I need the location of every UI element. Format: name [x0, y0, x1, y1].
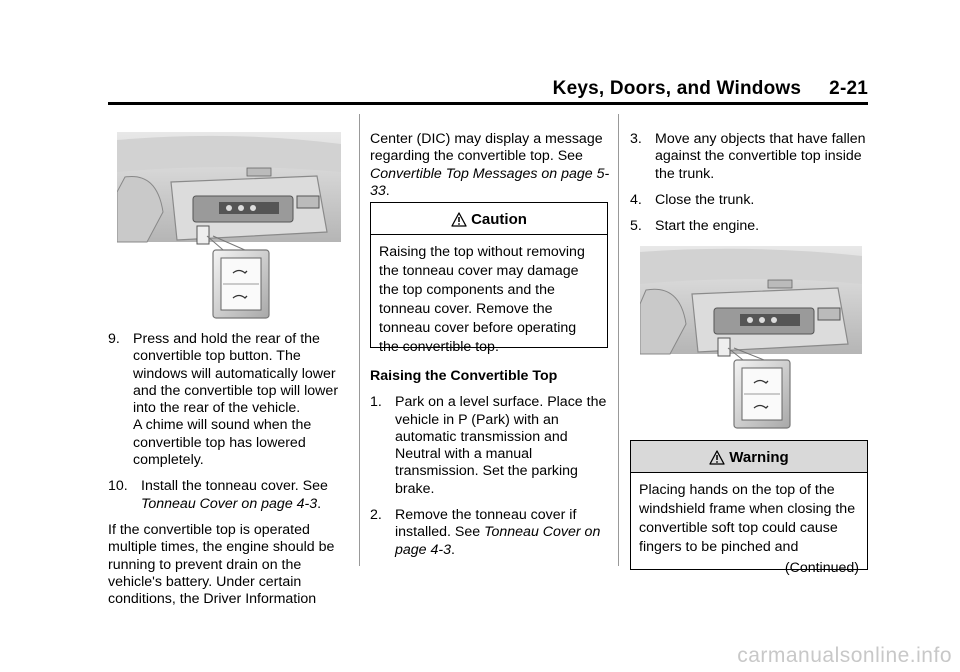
step-number: 2. — [370, 507, 382, 524]
warning-title — [631, 441, 867, 473]
column-1 — [108, 331, 354, 617]
page-header — [108, 78, 868, 104]
step-3-text: Move any objects that have fallen against the convertible top inside the trunk. — [655, 131, 866, 182]
tonneau-cover-link[interactable]: Tonneau Cover on page 4-3 — [395, 524, 601, 558]
watermark: carmanualsonline.info — [737, 644, 952, 667]
warning-label: Warning — [729, 449, 789, 466]
battery-paragraph: If the convertible top is operated multiple times, the engine should be running to prevent drain on the vehicle's battery. Under certain conditions, the Driver Information — [108, 521, 335, 608]
column-2 — [370, 131, 610, 200]
step-4-text: Close the trunk. — [655, 191, 755, 208]
column-2-lower — [370, 368, 610, 568]
step-9-text-2: A chime will sound when the convertible top has lowered completely. — [133, 417, 312, 469]
caution-label: Caution — [471, 211, 527, 228]
section-heading: Raising the Convertible Top — [370, 368, 558, 384]
step-5-text: Start the engine. — [655, 218, 760, 235]
step-number: 9. — [108, 331, 120, 347]
caution-box — [370, 202, 608, 355]
punctuation: . — [317, 495, 322, 512]
caution-title — [371, 203, 607, 235]
step-2-text: Remove the tonneau cover if installed. See — [395, 507, 577, 541]
column-3 — [630, 131, 868, 244]
tonneau-cover-link[interactable]: Tonneau Cover on page 4-3 — [141, 495, 318, 512]
section-title: Keys, Doors, and Windows — [552, 78, 802, 99]
punctuation: . — [451, 541, 455, 558]
continued-label: (Continued) — [784, 560, 859, 576]
step-9-text: Press and hold the rear of the convertible top button. The windows will automatically lower and the convertible top will lower into the rear of the vehicle. — [133, 331, 339, 417]
punctuation: . — [385, 182, 390, 199]
page-number: 2-21 — [829, 78, 868, 99]
convertible-top-messages-link[interactable]: Convertible Top Messages on page 5-33 — [370, 165, 610, 199]
caution-icon — [451, 212, 467, 227]
warning-text: Placing hands on the top of the windshield frame when closing the convertible soft top could cause fingers to be pinched and — [639, 482, 856, 555]
convertible-top-switch-illustration — [640, 246, 862, 430]
step-number: 5. — [630, 218, 642, 235]
step-number: 3. — [630, 131, 642, 147]
dic-paragraph: Center (DIC) may display a message regarding the convertible top. See — [370, 131, 603, 165]
header-rule — [108, 102, 868, 105]
warning-body — [631, 473, 867, 586]
convertible-top-switch-illustration — [117, 132, 341, 320]
step-1-text: Park on a level surface. Place the vehicle in P (Park) with an automatic transmission and Neutral with a manual transmission. Set the parking brake. — [395, 394, 607, 497]
column-divider — [359, 114, 360, 566]
column-divider — [618, 114, 619, 566]
step-number: 4. — [630, 191, 642, 208]
step-number: 10. — [108, 478, 128, 495]
caution-body: Raising the top without removing the tonneau cover may damage the top components and the tonneau cover. Remove the tonneau cover before operating the convertible top. — [379, 244, 585, 355]
step-10-text: Install the tonneau cover. See — [141, 478, 328, 495]
step-number: 1. — [370, 394, 382, 411]
warning-box — [630, 440, 868, 576]
warning-icon — [709, 450, 725, 465]
